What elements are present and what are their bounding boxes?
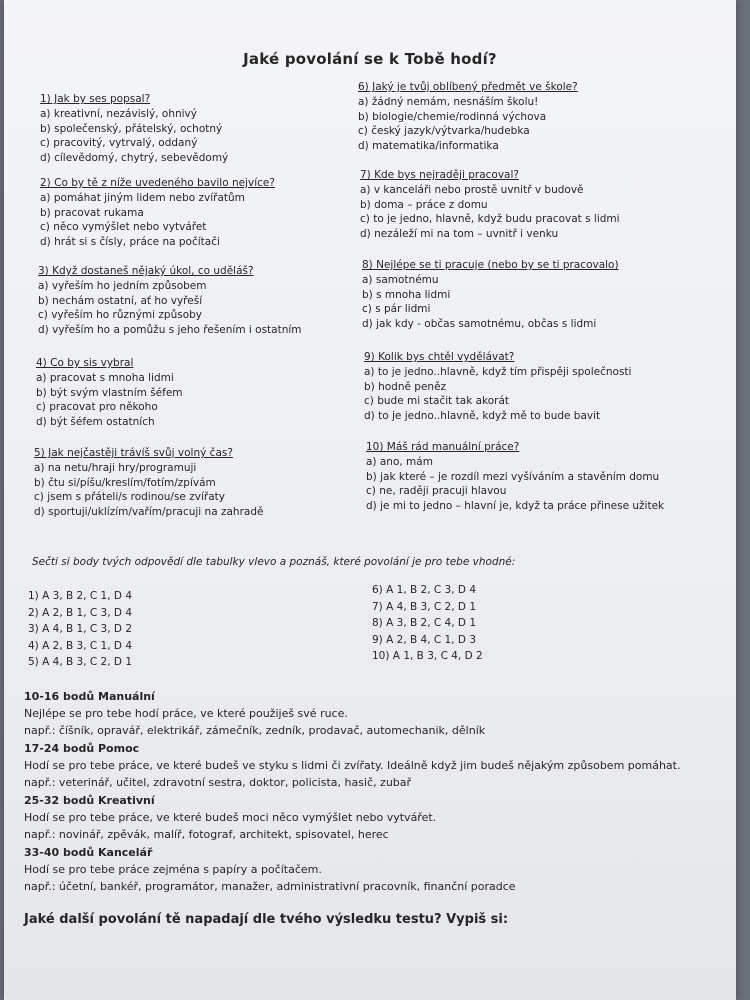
worksheet-page — [4, 0, 736, 1000]
answer-option: a) pomáhat jiným lidem nebo zvířatům — [40, 191, 245, 204]
answer-option: b) jak které – je rozdíl mezi vyšíváním a stavěním domu — [366, 470, 660, 483]
question-text: 9) Kolik bys chtěl vydělávat? — [364, 351, 515, 363]
answer-option: a) vyřeším ho jedním způsobem — [38, 279, 207, 292]
answer-option: b) biologie/chemie/rodinná výchova — [358, 110, 547, 123]
score-key-row: 5) A 4, B 3, C 2, D 1 — [28, 656, 133, 668]
result-examples: např.: novinář, zpěvák, malíř, fotograf, architekt, spisovatel, herec — [24, 828, 389, 841]
score-key-row: 10) A 1, B 3, C 4, D 2 — [372, 650, 483, 662]
answer-option: b) doma – práce z domu — [360, 198, 488, 211]
result-creative — [24, 792, 436, 843]
answer-option: a) ano, mám — [366, 455, 433, 468]
result-help — [24, 740, 680, 791]
result-range: 17-24 bodů — [24, 742, 95, 755]
answer-option: b) hodně peněz — [364, 380, 447, 393]
answer-option: c) ne, raději pracuji hlavou — [366, 485, 507, 498]
answer-option: c) vyřeším ho různými způsoby — [38, 309, 202, 322]
answer-option: c) pracovat pro někoho — [36, 401, 158, 414]
answer-option: a) kreativní, nezávislý, ohnivý — [40, 107, 197, 120]
question-5 — [34, 446, 263, 520]
answer-option: d) hrát si s čísly, práce na počítači — [40, 236, 220, 249]
result-range: 33-40 bodů — [24, 846, 95, 859]
question-text: 8) Nejlépe se ti pracuje (nebo by se ti pracovalo) — [362, 259, 619, 271]
page-title: Jaké povolání se k Tobě hodí? — [243, 50, 497, 68]
answer-option: a) v kanceláři nebo prostě uvnitř v budově — [360, 183, 584, 196]
result-heading — [24, 792, 436, 809]
answer-option: c) něco vymýšlet nebo vytvářet — [40, 221, 207, 234]
score-key-row: 8) A 3, B 2, C 4, D 1 — [372, 617, 477, 629]
answer-option: c) bude mi stačit tak akorát — [364, 395, 510, 408]
answer-option: b) čtu si/píšu/kreslím/fotím/zpívám — [34, 476, 216, 489]
result-description: Hodí se pro tebe práce, ve které budeš ve styku s lidmi či zvířaty. Ideálně když jim budeš nějakým způsobem pomáhat. — [24, 759, 681, 772]
result-examples: např.: veterinář, učitel, zdravotní sestra, doktor, policista, hasič, zubař — [24, 776, 412, 789]
answer-option: d) je mi to jedno – hlavní je, když ta práce přinese užitek — [366, 500, 665, 513]
answer-option: d) nezáleží mi na tom – uvnitř i venku — [360, 228, 559, 241]
answer-option: a) žádný nemám, nesnáším školu! — [358, 95, 539, 108]
scoring-instructions: Sečti si body tvých odpovědí dle tabulky vlevo a poznáš, které povolání je pro tebe vhodné: — [32, 556, 516, 568]
score-key-row: 9) A 2, B 4, C 1, D 3 — [372, 633, 477, 646]
question-text: 10) Máš rád manuální práce? — [366, 441, 520, 453]
answer-option: d) to je jedno..hlavně, když mě to bude bavit — [364, 410, 601, 423]
answer-option: a) na netu/hraji hry/programuji — [34, 461, 197, 474]
answer-option: c) s pár lidmi — [362, 303, 431, 316]
result-office — [24, 844, 516, 895]
question-8 — [362, 258, 619, 332]
answer-option: a) pracovat s mnoha lidmi — [36, 371, 174, 384]
answer-option: c) pracovitý, vytrvalý, oddaný — [40, 137, 198, 150]
answer-option: a) to je jedno..hlavně, když tím přispěji společnosti — [364, 365, 632, 378]
answer-option: d) vyřeším ho a pomůžu s jeho řešením i ostatním — [38, 324, 302, 337]
score-key-row: 3) A 4, B 1, C 3, D 2 — [28, 623, 133, 635]
question-text: 2) Co by tě z níže uvedeného bavilo nejvíce? — [40, 177, 275, 189]
answer-option: d) sportuji/uklízím/vařím/pracuji na zahradě — [34, 506, 264, 519]
result-name: Kancelář — [98, 846, 153, 859]
result-examples: např.: číšník, opravář, elektrikář, zámečník, zedník, prodavač, automechanik, dělník — [24, 724, 486, 737]
answer-option: d) cílevědomý, chytrý, sebevědomý — [40, 152, 229, 165]
question-text: 6) Jaký je tvůj oblíbený předmět ve škole? — [358, 81, 578, 93]
result-name: Kreativní — [98, 794, 155, 807]
question-10 — [366, 440, 664, 514]
answer-option: d) být šéfem ostatních — [36, 416, 155, 429]
answer-option: b) s mnoha lidmi — [362, 288, 451, 301]
final-question: Jaké další povolání tě napadají dle tvého výsledku testu? Vypiš si: — [24, 912, 509, 927]
result-range: 25-32 bodů — [24, 794, 95, 807]
question-text: 3) Když dostaneš nějaký úkol, co uděláš? — [38, 265, 254, 277]
result-manual — [24, 688, 485, 739]
result-name: Pomoc — [98, 742, 140, 755]
question-9 — [364, 350, 631, 424]
answer-option: d) jak kdy - občas samotnému, občas s lidmi — [362, 318, 597, 331]
answer-option: b) být svým vlastním šéfem — [36, 386, 183, 399]
question-text: 4) Co by sis vybral — [36, 357, 134, 369]
result-range: 10-16 bodů — [24, 690, 95, 703]
answer-option: a) samotnému — [362, 273, 439, 286]
answer-option: c) český jazyk/výtvarka/hudebka — [358, 125, 530, 138]
result-heading — [24, 844, 516, 861]
question-2 — [40, 176, 275, 250]
question-4 — [36, 356, 183, 430]
answer-option: b) nechám ostatní, ať ho vyřeší — [38, 294, 203, 307]
answer-option: c) jsem s přáteli/s rodinou/se zvířaty — [34, 491, 225, 504]
answer-option: b) pracovat rukama — [40, 206, 144, 219]
score-key-row: 2) A 2, B 1, C 3, D 4 — [28, 606, 133, 619]
result-heading — [24, 688, 485, 705]
score-key-left — [28, 588, 132, 671]
result-name: Manuální — [98, 690, 155, 703]
score-key-row: 1) A 3, B 2, C 1, D 4 — [28, 590, 133, 602]
score-key-right — [372, 582, 483, 665]
question-1 — [40, 92, 228, 166]
score-key-row: 7) A 4, B 3, C 2, D 1 — [372, 600, 477, 613]
result-description: Hodí se pro tebe práce zejména s papíry a počítačem. — [24, 863, 322, 876]
answer-option: c) to je jedno, hlavně, když budu pracovat s lidmi — [360, 213, 620, 226]
result-description: Nejlépe se pro tebe hodí práce, ve které použiješ své ruce. — [24, 707, 348, 720]
question-6 — [358, 80, 578, 154]
result-description: Hodí se pro tebe práce, ve které budeš moci něco vymýšlet nebo vytvářet. — [24, 811, 437, 824]
question-7 — [360, 168, 620, 242]
score-key-row: 4) A 2, B 3, C 1, D 4 — [28, 639, 133, 652]
result-heading — [24, 740, 680, 757]
question-text: 5) Jak nejčastěji trávíš svůj volný čas? — [34, 447, 233, 459]
question-text: 7) Kde bys nejraději pracoval? — [360, 169, 519, 181]
question-3 — [38, 264, 302, 338]
answer-option: b) společenský, přátelský, ochotný — [40, 122, 223, 135]
result-examples: např.: účetní, bankéř, programátor, manažer, administrativní pracovník, finanční poradce — [24, 880, 516, 893]
score-key-row: 6) A 1, B 2, C 3, D 4 — [372, 584, 477, 596]
question-text: 1) Jak by ses popsal? — [40, 93, 151, 105]
answer-option: d) matematika/informatika — [358, 140, 499, 153]
